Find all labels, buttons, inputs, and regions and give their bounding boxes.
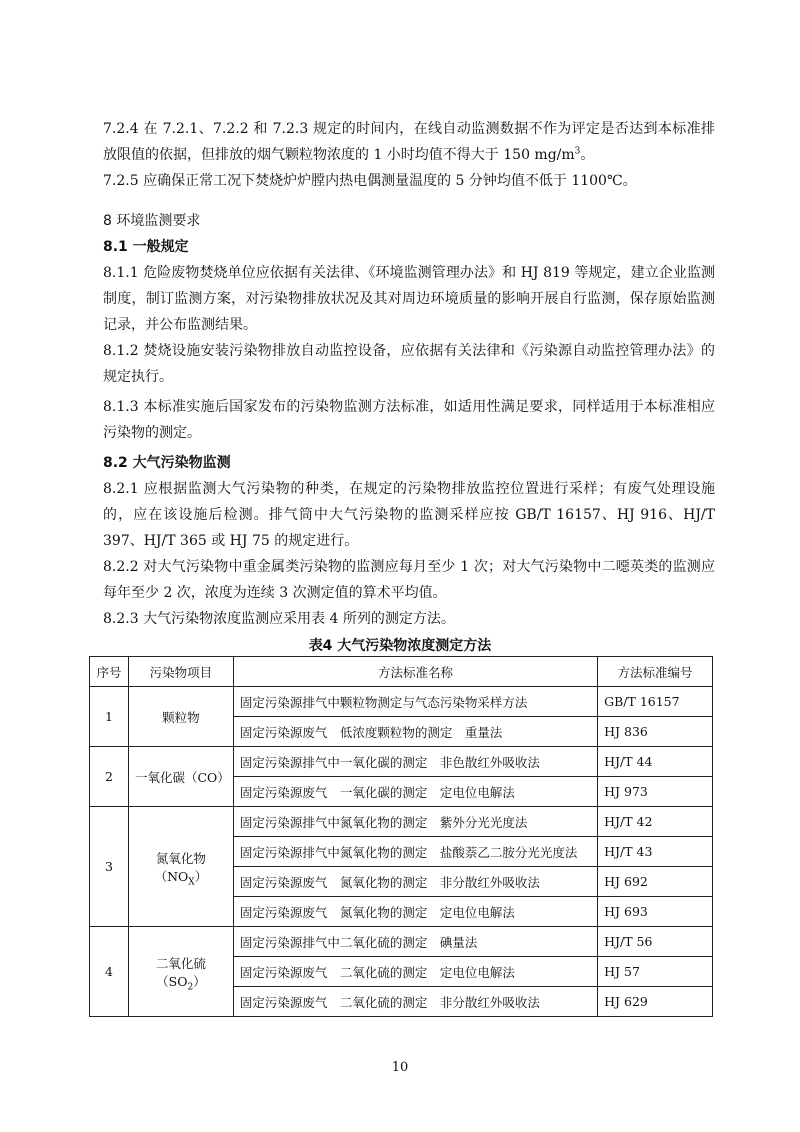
method-code: HJ/T 44: [598, 747, 713, 777]
method-name: 固定污染源排气中二氧化硫的测定 碘量法: [233, 927, 597, 957]
method-name: 固定污染源废气 氮氧化物的测定 非分散红外吸收法: [233, 867, 597, 897]
table-caption: 表4 大气污染物浓度测定方法: [308, 638, 492, 654]
table-header-row: [90, 657, 713, 687]
pollutant-name-subscript: 2: [187, 982, 194, 992]
unit-superscript: 3: [574, 146, 581, 157]
paragraph-8-2-1: 8.2.1 应根据监测大气污染物的种类，在规定的污染物排放监控位置进行采样；有废气处理设施的，应在该设施后检测。排气筒中大气污染物的监测采样应按 GB/T 16157、HJ 916、HJ/T 397、HJ/T 365 或 HJ 75 的规定进行。: [103, 481, 715, 549]
header-no: 序号: [90, 657, 129, 687]
method-code: HJ 57: [598, 957, 713, 987]
paragraph-8-1-1: 8.1.1 危险废物焚烧单位应依据有关法律、《环境监测管理办法》和 HJ 819 等规定，建立企业监测制度，制订监测方案，对污染物排放状况及其对周边环境质量的影响开展自行监测，保存原始监测记录，并公布监测结果。: [103, 265, 715, 333]
section-8-heading: 8 环境监测要求: [103, 213, 201, 229]
pollutant-name-suffix: ）: [193, 973, 206, 989]
section-8-2-heading: 8.2 大气污染物监测: [103, 455, 231, 471]
method-name: 固定污染源排气中颗粒物测定与气态污染物采样方法: [233, 687, 597, 717]
paragraph-8-1-2: 8.1.2 焚烧设施安装污染物排放自动监控设备，应依据有关法律和《污染源自动监控管理办法》的规定执行。: [103, 343, 715, 385]
method-name: 固定污染源排气中氮氧化物的测定 紫外分光光度法: [233, 807, 597, 837]
row-number: 1: [90, 687, 129, 747]
method-code: HJ 629: [598, 987, 713, 1017]
method-code: HJ 692: [598, 867, 713, 897]
method-name: 固定污染源废气 氮氧化物的测定 定电位电解法: [233, 897, 597, 927]
table-row: [90, 747, 713, 777]
method-name: 固定污染源废气 二氧化硫的测定 定电位电解法: [233, 957, 597, 987]
method-code: HJ 693: [598, 897, 713, 927]
paragraph-8-2-3: 8.2.3 大气污染物浓度监测应采用表 4 所列的测定方法。: [103, 611, 455, 627]
section-8-1-heading: 8.1 一般规定: [103, 239, 189, 255]
table-row: [90, 927, 713, 957]
method-code: HJ 836: [598, 717, 713, 747]
method-code: HJ/T 43: [598, 837, 713, 867]
paragraph-8-1-3: 8.1.3 本标准实施后国家发布的污染物监测方法标准，如适用性满足要求，同样适用于本标准相应污染物的测定。: [103, 399, 715, 441]
row-number: 2: [90, 747, 129, 807]
header-method: 方法标准名称: [233, 657, 597, 687]
paragraph-7-2-4-end: 。: [580, 147, 595, 163]
table-row: [90, 807, 713, 837]
method-name: 固定污染源废气 低浓度颗粒物的测定 重量法: [233, 717, 597, 747]
paragraph-7-2-4-text: 7.2.4 在 7.2.1、7.2.2 和 7.2.3 规定的时间内，在线自动监测数据不作为评定是否达到本标准排放限值的依据，但排放的烟气颗粒物浓度的 1 小时均值不得大于 150 mg/m: [103, 121, 715, 163]
table-row: [90, 687, 713, 717]
header-code: 方法标准编号: [598, 657, 713, 687]
row-number: 3: [90, 807, 129, 927]
pollutant-name-subscript: X: [188, 877, 195, 887]
method-name: 固定污染源废气 二氧化硫的测定 非分散红外吸收法: [233, 987, 597, 1017]
row-number: 4: [90, 927, 129, 1017]
header-item: 污染物项目: [128, 657, 233, 687]
method-name: 固定污染源废气 一氧化碳的测定 定电位电解法: [233, 777, 597, 807]
pollutant-name-prefix: 氮氧化物（NO: [154, 850, 206, 884]
method-name: 固定污染源排气中一氧化碳的测定 非色散红外吸收法: [233, 747, 597, 777]
method-code: HJ/T 56: [598, 927, 713, 957]
pollutant-name: 颗粒物: [128, 687, 233, 747]
pollutant-name-suffix: ）: [194, 868, 208, 884]
pollutant-name: [128, 927, 233, 1017]
page-number: 10: [391, 1060, 409, 1075]
pollutant-methods-table: [89, 656, 713, 1017]
pollutant-name-prefix: 二氧化硫（SO: [155, 955, 206, 989]
paragraph-7-2-5: 7.2.5 应确保正常工况下焚烧炉炉膛内热电偶测量温度的 5 分钟均值不低于 1100℃。: [103, 173, 637, 189]
method-name: 固定污染源排气中氮氧化物的测定 盐酸萘乙二胺分光光度法: [233, 837, 597, 867]
paragraph-8-2-2: 8.2.2 对大气污染物中重金属类污染物的监测应每月至少 1 次；对大气污染物中二噁英类的监测应每年至少 2 次，浓度为连续 3 次测定值的算术平均值。: [103, 559, 715, 601]
method-code: GB/T 16157: [598, 687, 713, 717]
method-code: HJ/T 42: [598, 807, 713, 837]
paragraph-7-2-4: [103, 116, 715, 168]
pollutant-name: 一氧化碳（CO）: [128, 747, 233, 807]
method-code: HJ 973: [598, 777, 713, 807]
pollutant-name: [128, 807, 233, 927]
